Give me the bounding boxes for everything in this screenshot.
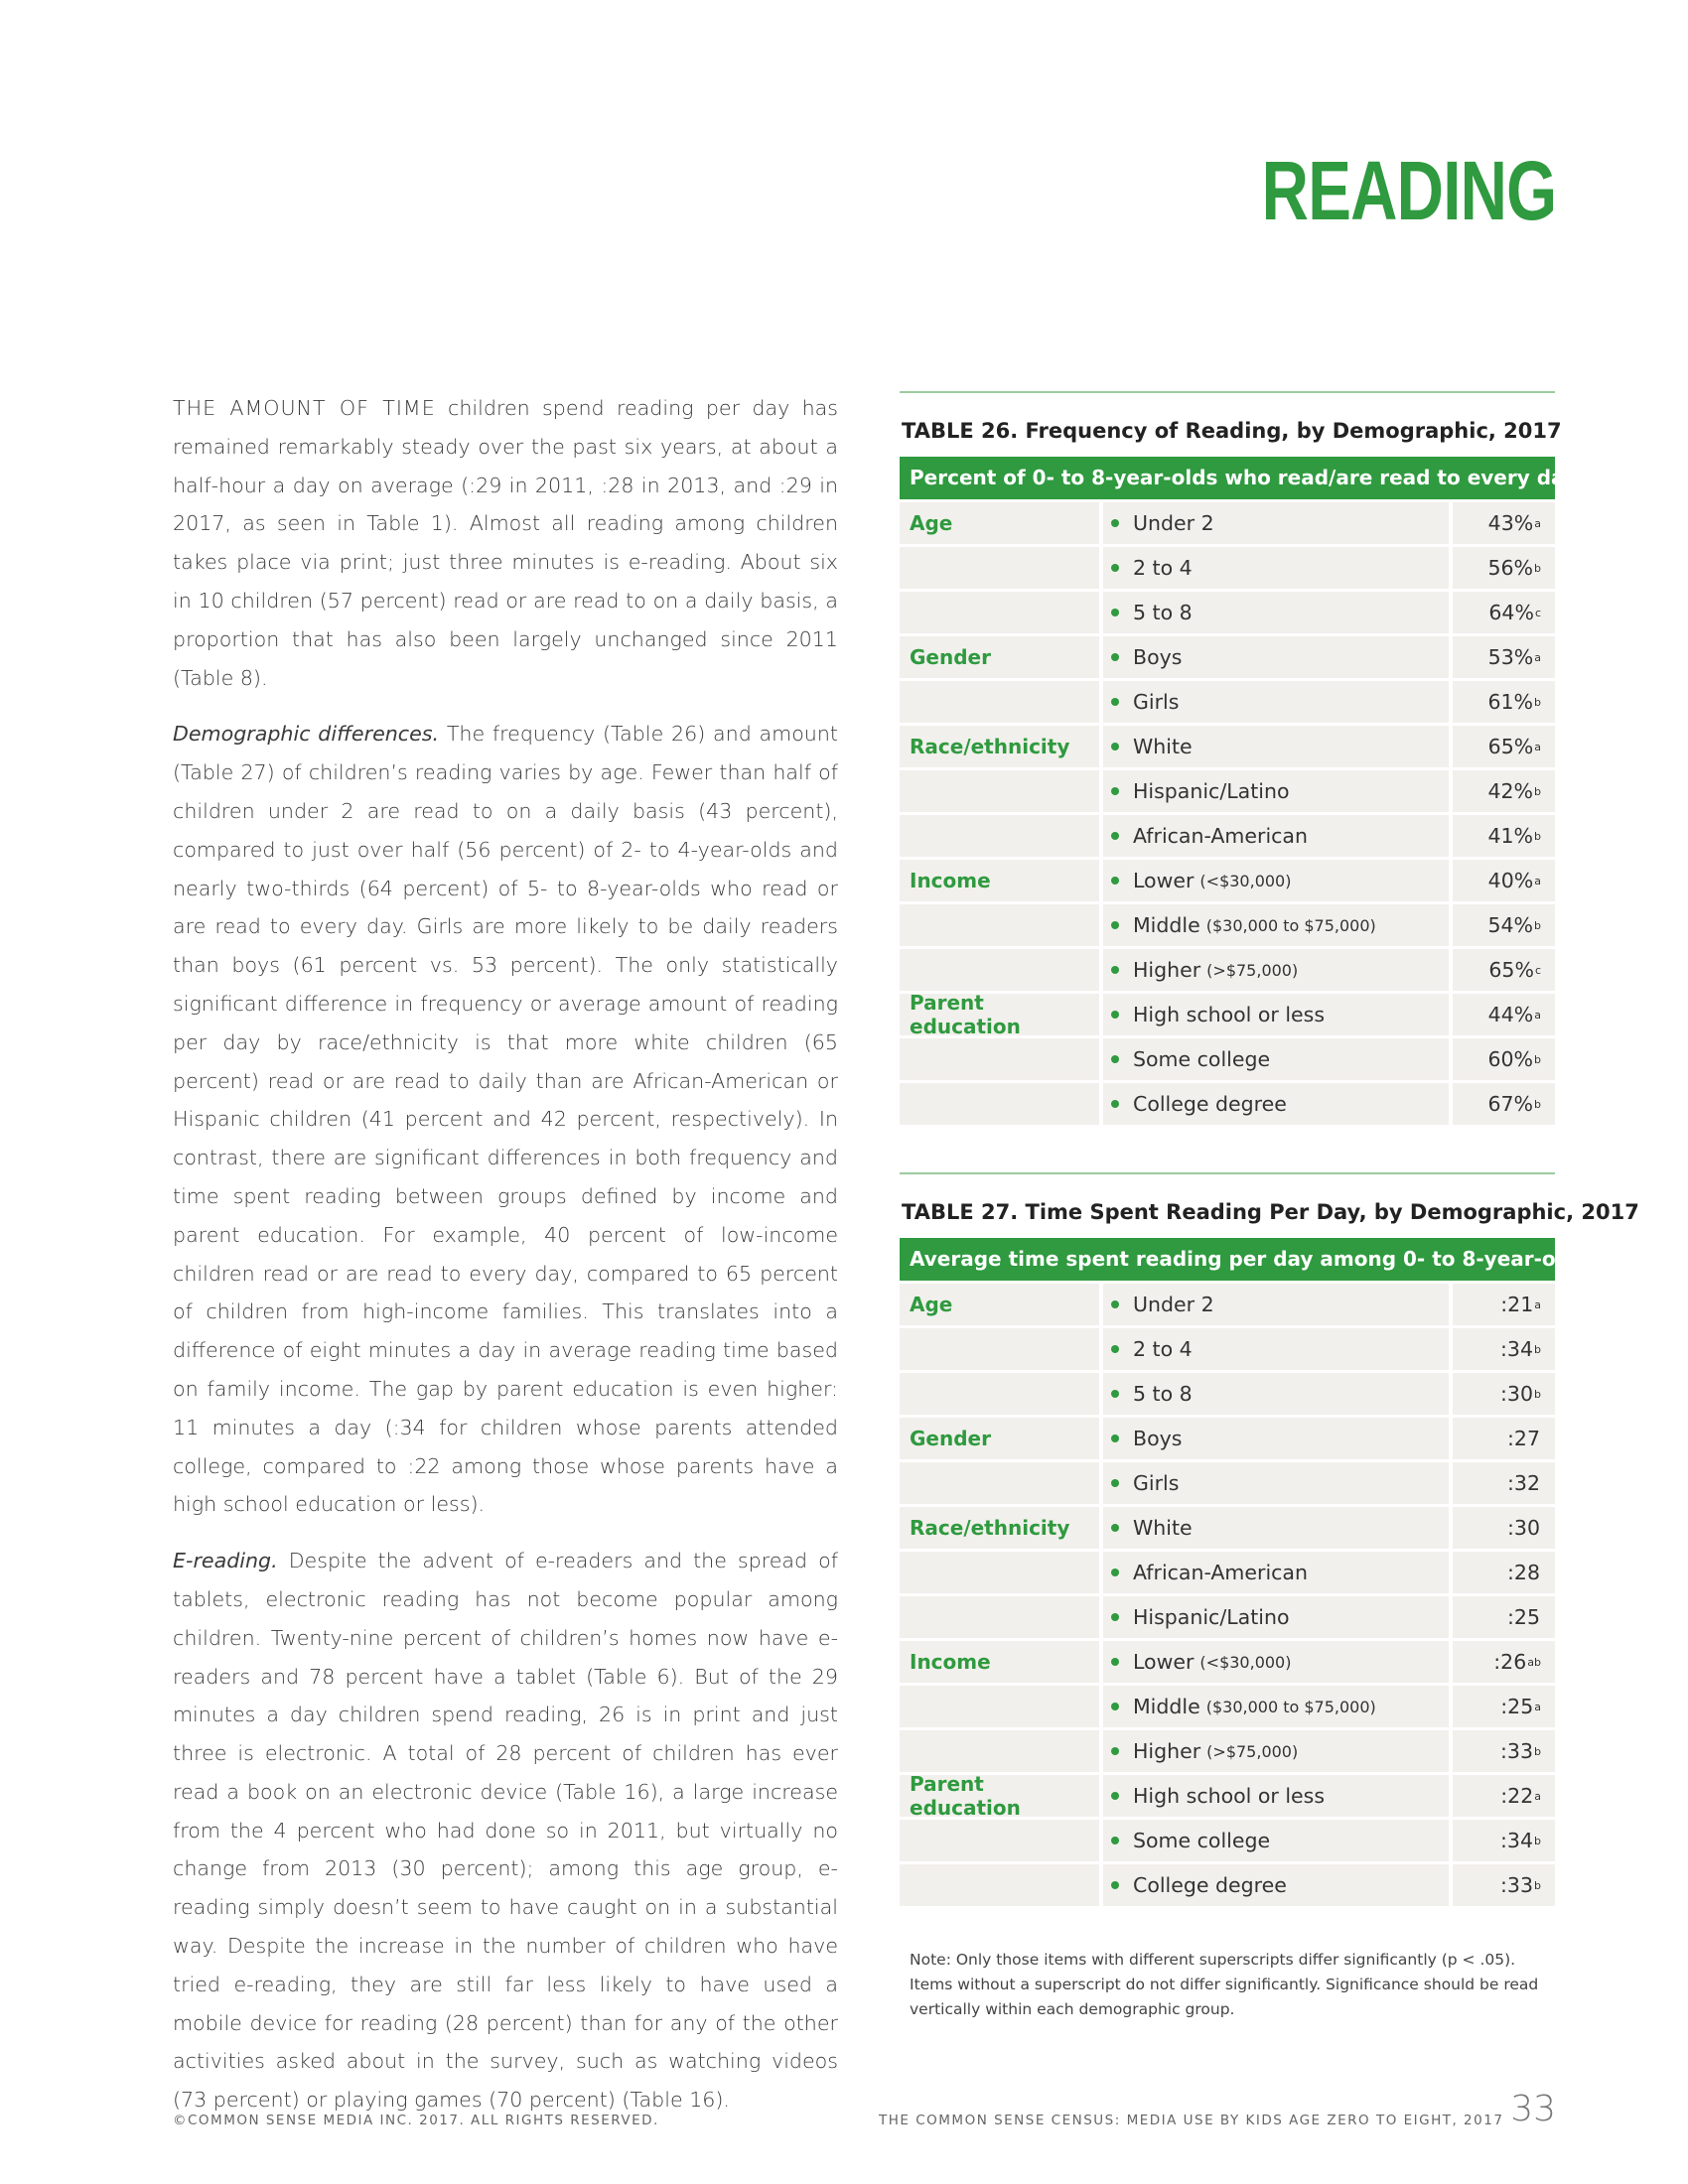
bullet-icon (1111, 564, 1119, 572)
table-row (900, 544, 1555, 589)
table-row (900, 678, 1555, 723)
table-rule (900, 391, 1555, 393)
value-cell (1453, 1083, 1555, 1125)
bullet-icon (1111, 1434, 1119, 1442)
table-row (900, 1504, 1555, 1549)
table-row (900, 1638, 1555, 1683)
bullet-icon (1111, 698, 1119, 706)
significance-superscript: b (1534, 1052, 1541, 1066)
category-cell (1103, 1552, 1449, 1593)
value: 64% (1488, 601, 1534, 624)
value-cell (1453, 1507, 1555, 1549)
table-row (900, 946, 1555, 991)
bullet-icon (1111, 1658, 1119, 1666)
group-label (900, 1686, 1099, 1727)
value-cell (1453, 860, 1555, 901)
value: 43% (1487, 511, 1534, 535)
category-label: 2 to 4 (1133, 556, 1193, 580)
value: :22 (1500, 1784, 1534, 1808)
value: :28 (1507, 1561, 1540, 1584)
value: :32 (1507, 1471, 1540, 1495)
table-row (900, 1325, 1555, 1370)
category-cell (1103, 1686, 1449, 1727)
section-title: READING (1261, 144, 1556, 237)
bullet-icon (1111, 921, 1119, 929)
bullet-icon (1111, 609, 1119, 616)
bullet-icon (1111, 1569, 1119, 1576)
category-cell (1103, 1596, 1449, 1638)
category-cell (1103, 1864, 1449, 1906)
significance-superscript: c (1534, 606, 1541, 619)
value: 67% (1487, 1092, 1534, 1116)
category-label: Girls (1133, 690, 1180, 714)
value-cell (1453, 994, 1555, 1035)
group-label (900, 1462, 1099, 1504)
run-in-heading: Demographic differences. (173, 722, 440, 747)
paragraph-intro (173, 389, 838, 697)
group-label: Race/ethnicity (900, 726, 1099, 767)
value-cell (1453, 681, 1555, 723)
paragraph-text: Despite the advent of e-readers and the spread of tablets, electronic reading has not become popular among children. Twenty-nine percent of children’s homes now have e-readers and 78 percent have a tablet (Table 6). But of the 29 minutes a day children spend reading, 26 is in print and just three is electronic. A total of 28 percent of children has ever read a book on an electronic device (Table 16), a large increase from the 4 percent who had done so in 2011, but virtually no change from 2013 (30 percent); among this age group, e-reading simply doesn’t seem to have caught on in a substantial way. Despite the increase in the number of children who have tried e-reading, they are still far less likely to have used a mobile device for reading (28 percent) than for any of the other activities asked about in the survey, such as watching videos (73 percent) or playing games (70 percent) (Table 16). (173, 1549, 838, 2113)
table-row (900, 901, 1555, 946)
table-note: Note: Only those items with different superscripts differ significantly (p < .05). Items without a superscript do not differ significantly. Significance should be read vertically within each demographic group. (910, 1951, 1539, 2018)
value: 41% (1487, 824, 1534, 848)
significance-superscript: c (1534, 963, 1541, 977)
group-label: Income (900, 1641, 1099, 1683)
table-27 (900, 1172, 1639, 1906)
value: 56% (1487, 556, 1534, 580)
table-row (900, 723, 1555, 767)
value-cell (1453, 904, 1555, 946)
category-detail: ($30,000 to $75,000) (1205, 1697, 1376, 1716)
group-label: Gender (900, 1418, 1099, 1459)
value-cell (1453, 1864, 1555, 1906)
group-label (900, 1596, 1099, 1638)
significance-superscript: a (1534, 1297, 1541, 1311)
group-label (900, 1328, 1099, 1370)
group-label (900, 815, 1099, 857)
group-label (900, 1730, 1099, 1772)
value-cell (1453, 1373, 1555, 1415)
category-cell (1103, 1462, 1449, 1504)
category-cell (1103, 770, 1449, 812)
value: :27 (1507, 1427, 1540, 1450)
value-cell (1453, 636, 1555, 678)
table-caption: TABLE 27. Time Spent Reading Per Day, by Demographic, 2017 (902, 1200, 1639, 1224)
category-label: 5 to 8 (1133, 1382, 1193, 1406)
group-label (900, 949, 1099, 991)
significance-superscript: b (1534, 561, 1541, 575)
value: 42% (1487, 779, 1534, 803)
bullet-icon (1111, 519, 1119, 527)
significance-superscript: a (1534, 650, 1541, 664)
value: 65% (1488, 958, 1534, 982)
table-row (900, 1035, 1555, 1080)
table-row (900, 1080, 1555, 1125)
table-row (900, 1683, 1555, 1727)
category-cell (1103, 502, 1449, 544)
significance-superscript: b (1534, 1878, 1541, 1892)
value: :34 (1500, 1337, 1534, 1361)
bullet-icon (1111, 1390, 1119, 1398)
group-label (900, 1552, 1099, 1593)
category-label: Middle (1133, 1695, 1200, 1718)
category-label: Hispanic/Latino (1133, 1605, 1290, 1629)
group-label (900, 1864, 1099, 1906)
value-cell (1453, 547, 1555, 589)
group-label: Parent education (900, 1775, 1099, 1817)
category-label: Under 2 (1133, 511, 1214, 535)
bullet-icon (1111, 877, 1119, 885)
category-label: White (1133, 1516, 1193, 1540)
significance-superscript: a (1534, 1700, 1541, 1713)
bullet-icon (1111, 1613, 1119, 1621)
category-label: Some college (1133, 1047, 1271, 1071)
bullet-icon (1111, 1792, 1119, 1800)
value-cell (1453, 770, 1555, 812)
category-label: Under 2 (1133, 1293, 1214, 1316)
bullet-icon (1111, 1345, 1119, 1353)
value: 53% (1487, 645, 1534, 669)
body-text (173, 389, 838, 2137)
bullet-icon (1111, 1300, 1119, 1308)
value: :33 (1500, 1873, 1534, 1897)
table-row (900, 1861, 1555, 1906)
significance-superscript: a (1534, 1008, 1541, 1022)
table-row (900, 1459, 1555, 1504)
paragraph-demographic (173, 715, 838, 1524)
value-cell (1453, 1552, 1555, 1593)
bullet-icon (1111, 1100, 1119, 1108)
significance-superscript: b (1534, 695, 1541, 709)
table-header: Average time spent reading per day among 0- to 8-year-olds (900, 1238, 1555, 1281)
value-cell (1453, 815, 1555, 857)
significance-superscript: b (1534, 918, 1541, 932)
value: :34 (1500, 1829, 1534, 1852)
value-cell (1453, 592, 1555, 633)
group-label (900, 1038, 1099, 1080)
paragraph-ereading (173, 1542, 838, 2119)
value-cell (1453, 1820, 1555, 1861)
value: 54% (1487, 913, 1534, 937)
group-label: Gender (900, 636, 1099, 678)
table-rule (900, 1172, 1555, 1174)
group-label: Income (900, 860, 1099, 901)
category-label: College degree (1133, 1873, 1287, 1897)
value-cell (1453, 1038, 1555, 1080)
group-label (900, 547, 1099, 589)
page-number: 33 (1510, 2089, 1556, 2129)
value: :26 (1493, 1650, 1527, 1674)
category-label: Hispanic/Latino (1133, 779, 1290, 803)
category-label: Lower (1133, 1650, 1195, 1674)
bullet-icon (1111, 787, 1119, 795)
category-label: White (1133, 735, 1193, 758)
category-label: Lower (1133, 869, 1195, 892)
category-cell (1103, 1038, 1449, 1080)
value: 44% (1487, 1003, 1534, 1026)
table-row (900, 991, 1555, 1038)
group-label: Parent education (900, 994, 1099, 1035)
table-row (900, 1817, 1555, 1861)
bullet-icon (1111, 832, 1119, 840)
category-label: 2 to 4 (1133, 1337, 1193, 1361)
bullet-icon (1111, 1703, 1119, 1710)
bullet-icon (1111, 1881, 1119, 1889)
category-label: High school or less (1133, 1784, 1326, 1808)
lead-in: THE AMOUNT OF TIME (173, 396, 436, 420)
category-cell (1103, 1373, 1449, 1415)
table-26 (900, 391, 1577, 1125)
category-detail: (<$30,000) (1199, 1652, 1292, 1672)
group-label (900, 1083, 1099, 1125)
table-body (900, 1281, 1555, 1906)
bullet-icon (1111, 743, 1119, 751)
bullet-icon (1111, 1524, 1119, 1532)
category-label: Middle (1133, 913, 1200, 937)
category-label: Some college (1133, 1829, 1271, 1852)
table-caption: TABLE 26. Frequency of Reading, by Demographic, 2017 (902, 419, 1562, 443)
bullet-icon (1111, 1837, 1119, 1844)
table-row (900, 1772, 1555, 1820)
category-cell (1103, 860, 1449, 901)
table-header: Percent of 0- to 8-year-olds who read/are read to every day (900, 457, 1555, 499)
category-label: High school or less (1133, 1003, 1326, 1026)
bullet-icon (1111, 1011, 1119, 1019)
run-in-heading: E-reading. (173, 1549, 278, 1573)
value: 65% (1487, 735, 1534, 758)
category-cell (1103, 815, 1449, 857)
value-cell (1453, 1641, 1555, 1683)
category-cell (1103, 904, 1449, 946)
value: 61% (1487, 690, 1534, 714)
bullet-icon (1111, 1055, 1119, 1063)
category-cell (1103, 1418, 1449, 1459)
category-detail: ($30,000 to $75,000) (1205, 915, 1376, 935)
category-cell (1103, 1730, 1449, 1772)
category-cell (1103, 547, 1449, 589)
table-row (900, 767, 1555, 812)
group-label (900, 770, 1099, 812)
value-cell (1453, 1418, 1555, 1459)
category-label: African-American (1133, 1561, 1308, 1584)
table-row (900, 589, 1555, 633)
significance-superscript: b (1534, 1342, 1541, 1356)
category-cell (1103, 1641, 1449, 1683)
category-detail: (<$30,000) (1199, 871, 1292, 890)
table-row (900, 857, 1555, 901)
significance-superscript: b (1534, 829, 1541, 843)
value-cell (1453, 1328, 1555, 1370)
value-cell (1453, 1462, 1555, 1504)
group-label (900, 1820, 1099, 1861)
category-label: Higher (1133, 1739, 1201, 1763)
table-row (900, 1727, 1555, 1772)
category-cell (1103, 726, 1449, 767)
category-label: African-American (1133, 824, 1308, 848)
category-label: 5 to 8 (1133, 601, 1193, 624)
table-row (900, 1370, 1555, 1415)
category-cell (1103, 1820, 1449, 1861)
table-row (900, 1415, 1555, 1459)
value: :33 (1500, 1739, 1534, 1763)
value-cell (1453, 726, 1555, 767)
group-label: Race/ethnicity (900, 1507, 1099, 1549)
paragraph-text: children spend reading per day has remained remarkably steady over the past six years, at about a half-hour a day on average (:29 in 2011, :28 in 2013, and :29 in 2017, as seen in Table 1). Almost all reading among children takes place via print; just three minutes is e-reading. About six in 10 children (57 percent) read or are read to on a daily basis, a proportion that has also been largely unchanged since 2011 (Table 8). (173, 396, 838, 690)
category-label: Girls (1133, 1471, 1180, 1495)
category-label: College degree (1133, 1092, 1287, 1116)
category-detail: (>$75,000) (1206, 1741, 1299, 1761)
table-row (900, 499, 1555, 544)
significance-superscript: ab (1527, 1655, 1541, 1669)
value: :25 (1500, 1695, 1534, 1718)
bullet-icon (1111, 1479, 1119, 1487)
footer-copyright: ©COMMON SENSE MEDIA INC. 2017. ALL RIGHTS RESERVED. (173, 2113, 659, 2128)
value: :21 (1500, 1293, 1534, 1316)
category-label: Higher (1133, 958, 1201, 982)
value-cell (1453, 949, 1555, 991)
table-row (900, 633, 1555, 678)
footer-publication: THE COMMON SENSE CENSUS: MEDIA USE BY KIDS AGE ZERO TO EIGHT, 2017 (879, 2113, 1504, 2128)
paragraph-text: The frequency (Table 26) and amount (Table 27) of children’s reading varies by age. Fewer than half of children under 2 are read to on a daily basis (43 percent), compared to just over half (56 percent) of 2- to 4-year-olds and nearly two-thirds (64 percent) of 5- to 8-year-olds who read or are read to every day. Girls are more likely to be daily readers than boys (61 percent vs. 53 percent). The only statistically significant difference in frequency or average amount of reading per day by race/ethnicity is that more white children (65 percent) read or are read to daily than are African-American or Hispanic children (41 percent and 42 percent, respectively). In contrast, there are significant differences in both frequency and time spent reading between groups defined by income and parent education. For example, 40 percent of low-income children read or are read to every day, compared to 65 percent of children from high-income families. This translates into a difference of eight minutes a day in average reading time based on family income. The gap by parent education is even higher: 11 minutes a day (:34 for children whose parents attended college, compared to :22 among those whose parents have a high school education or less). (173, 722, 838, 1517)
table-row (900, 1593, 1555, 1638)
group-label (900, 904, 1099, 946)
value-cell (1453, 1596, 1555, 1638)
category-cell (1103, 1284, 1449, 1325)
category-detail: (>$75,000) (1206, 960, 1299, 980)
value: 60% (1487, 1047, 1534, 1071)
table-row (900, 1549, 1555, 1593)
value: :30 (1507, 1516, 1540, 1540)
group-label (900, 592, 1099, 633)
value: 40% (1487, 869, 1534, 892)
significance-superscript: b (1534, 1387, 1541, 1401)
value-cell (1453, 1775, 1555, 1817)
significance-superscript: a (1534, 1789, 1541, 1803)
significance-superscript: b (1534, 784, 1541, 798)
category-cell (1103, 949, 1449, 991)
category-cell (1103, 592, 1449, 633)
value-cell (1453, 1284, 1555, 1325)
table-row (900, 812, 1555, 857)
category-cell (1103, 1083, 1449, 1125)
category-cell (1103, 1328, 1449, 1370)
value: :30 (1500, 1382, 1534, 1406)
category-cell (1103, 1775, 1449, 1817)
bullet-icon (1111, 1747, 1119, 1755)
value: :25 (1507, 1605, 1540, 1629)
significance-superscript: a (1534, 740, 1541, 753)
category-label: Boys (1133, 645, 1183, 669)
category-cell (1103, 681, 1449, 723)
group-label (900, 1373, 1099, 1415)
significance-superscript: a (1534, 874, 1541, 887)
value-cell (1453, 502, 1555, 544)
bullet-icon (1111, 966, 1119, 974)
group-label: Age (900, 1284, 1099, 1325)
significance-superscript: a (1534, 516, 1541, 530)
table-body (900, 499, 1555, 1125)
significance-superscript: b (1534, 1834, 1541, 1847)
category-cell (1103, 994, 1449, 1035)
significance-superscript: b (1534, 1744, 1541, 1758)
group-label (900, 681, 1099, 723)
value-cell (1453, 1686, 1555, 1727)
value-cell (1453, 1730, 1555, 1772)
bullet-icon (1111, 653, 1119, 661)
table-row (900, 1281, 1555, 1325)
significance-superscript: b (1534, 1097, 1541, 1111)
category-label: Boys (1133, 1427, 1183, 1450)
category-cell (1103, 636, 1449, 678)
category-cell (1103, 1507, 1449, 1549)
group-label: Age (900, 502, 1099, 544)
